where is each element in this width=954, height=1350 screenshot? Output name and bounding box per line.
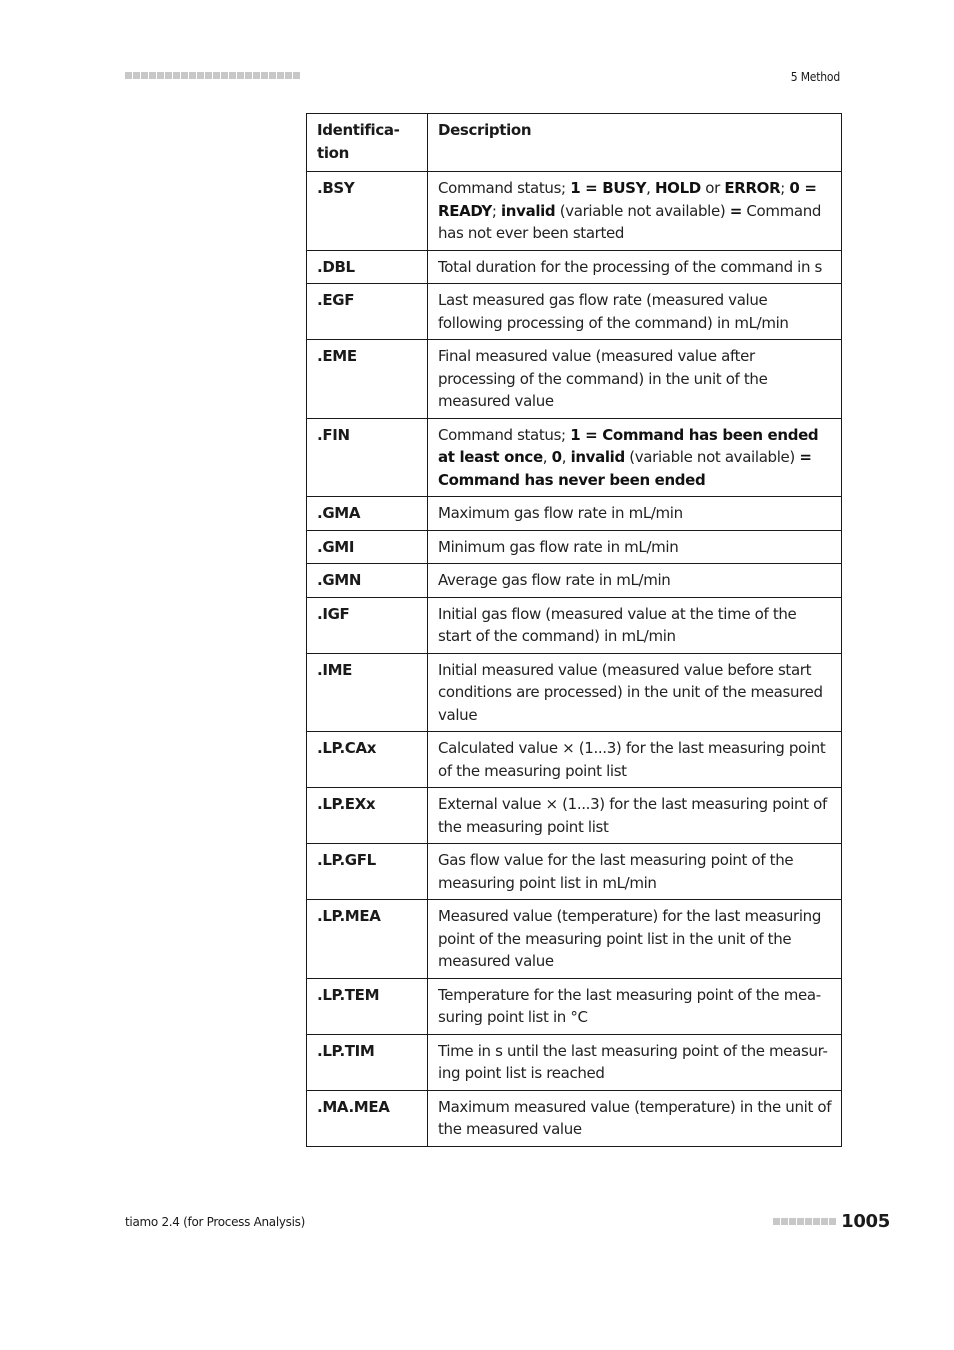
decoration-square	[157, 72, 164, 79]
description-text: ,	[646, 179, 655, 197]
description-text: Average gas flow rate in mL/min	[438, 571, 671, 589]
decoration-square	[173, 72, 180, 79]
variable-identifier: .LP.EXx	[307, 788, 428, 844]
variable-identifier: .LP.GFL	[307, 844, 428, 900]
variable-description	[428, 844, 842, 900]
table-row	[307, 564, 842, 598]
description-text: Command status;	[438, 179, 571, 197]
table-row	[307, 1034, 842, 1090]
footer-product: tiamo 2.4 (for Process Analysis)	[125, 1215, 305, 1229]
variable-identifier: .MA.MEA	[307, 1090, 428, 1146]
variable-description	[428, 172, 842, 251]
description-text: Initial gas flow (measured value at the time of the start of the command) in mL/min	[438, 604, 797, 645]
variable-description	[428, 418, 842, 497]
variable-description	[428, 788, 842, 844]
description-text: Maximum gas flow rate in mL/min	[438, 504, 683, 522]
description-text: Gas flow value for the last measuring point of the measuring point list in mL/min	[438, 851, 794, 892]
decoration-square	[197, 72, 204, 79]
decoration-square	[781, 1218, 788, 1225]
variable-description	[428, 1034, 842, 1090]
table-row	[307, 1090, 842, 1146]
decoration-square	[789, 1218, 796, 1225]
variable-description	[428, 284, 842, 340]
table-row	[307, 653, 842, 732]
variable-identifier: .IME	[307, 653, 428, 732]
column-header-description: Description	[428, 114, 842, 172]
bold-term: =	[729, 201, 742, 220]
variable-description	[428, 250, 842, 284]
description-text: Calculated value × (1...3) for the last measuring point of the measuring point list	[438, 739, 826, 780]
description-text: Command status;	[438, 425, 571, 444]
decoration-square	[797, 1218, 804, 1225]
variable-identifier: .GMI	[307, 530, 428, 564]
page-number: 1005	[841, 1211, 890, 1232]
decoration-square	[141, 72, 148, 79]
description-text: Temperature for the last measuring point of the mea-suring point list in °C	[438, 985, 821, 1026]
bold-term: = Command has never been ended	[438, 448, 812, 489]
variable-description	[428, 497, 842, 531]
description-text: Measured value (temperature) for the last measuring point of the measuring point list in the unit of the measured value	[438, 907, 822, 970]
variable-description	[428, 340, 842, 419]
variable-identifier: .GMA	[307, 497, 428, 531]
variable-description	[428, 530, 842, 564]
decoration-square	[181, 72, 188, 79]
decoration-square	[245, 72, 252, 79]
description-text: ;	[780, 179, 790, 197]
variable-identifier: .BSY	[307, 172, 428, 251]
table-row	[307, 732, 842, 788]
decoration-square	[165, 72, 172, 79]
variable-description	[428, 653, 842, 732]
table-header-row	[307, 114, 842, 172]
header-decoration	[125, 72, 307, 80]
variable-identifier: .FIN	[307, 418, 428, 497]
decoration-square	[149, 72, 156, 79]
decoration-square	[293, 72, 300, 79]
decoration-square	[125, 72, 132, 79]
description-text: Final measured value (measured value after processing of the command) in the unit of the measured value	[438, 347, 768, 410]
decoration-square	[821, 1218, 828, 1225]
footer-decoration	[773, 1218, 836, 1225]
description-text: ;	[491, 201, 502, 220]
table-row	[307, 530, 842, 564]
decoration-square	[829, 1218, 836, 1225]
table-row	[307, 418, 842, 497]
decoration-square	[269, 72, 276, 79]
table-row	[307, 497, 842, 531]
table-row	[307, 900, 842, 979]
table-row	[307, 597, 842, 653]
variable-description	[428, 900, 842, 979]
decoration-square	[213, 72, 220, 79]
decoration-square	[261, 72, 268, 79]
variable-description	[428, 1090, 842, 1146]
bold-term: invalid	[501, 201, 556, 220]
table-row	[307, 844, 842, 900]
description-text: Minimum gas flow rate in mL/min	[438, 537, 679, 556]
table-row	[307, 978, 842, 1034]
description-text: Initial measured value (measured value before start conditions are processed) in the unit of the measured value	[438, 660, 823, 724]
section-title: 5 Method	[790, 70, 840, 84]
table-row	[307, 340, 842, 419]
decoration-square	[205, 72, 212, 79]
description-text: Last measured gas flow rate (measured value following processing of the command) in mL/min	[438, 291, 789, 332]
decoration-square	[221, 72, 228, 79]
bold-term: ERROR	[724, 179, 781, 197]
variable-identifier: .LP.TIM	[307, 1034, 428, 1090]
decoration-square	[133, 72, 140, 79]
bold-term: 1 = Command has been ended at least once	[438, 425, 819, 466]
description-text: External value × (1...3) for the last measuring point of the measuring point list	[438, 795, 827, 836]
description-text: (variable not available)	[624, 448, 800, 466]
description-text: ,	[561, 448, 571, 466]
variable-identifier: .DBL	[307, 250, 428, 284]
bold-term: invalid	[570, 448, 625, 466]
description-text: Maximum measured value (temperature) in the unit of the measured value	[438, 1097, 832, 1138]
variable-description	[428, 564, 842, 598]
decoration-square	[805, 1218, 812, 1225]
variable-identifier: .EME	[307, 340, 428, 419]
description-text: ,	[542, 448, 552, 466]
bold-term: 1 = BUSY	[570, 179, 647, 197]
variable-identifier: .GMN	[307, 564, 428, 598]
decoration-square	[189, 72, 196, 79]
description-text: Command has not ever been started	[438, 201, 822, 242]
decoration-square	[285, 72, 292, 79]
bold-term: 0 = READY	[438, 179, 817, 220]
variables-table	[306, 113, 842, 1147]
decoration-square	[237, 72, 244, 79]
decoration-square	[813, 1218, 820, 1225]
decoration-square	[253, 72, 260, 79]
table-row	[307, 788, 842, 844]
variable-identifier: .LP.CAx	[307, 732, 428, 788]
decoration-square	[773, 1218, 780, 1225]
variable-identifier: .IGF	[307, 597, 428, 653]
description-text: Time in s until the last measuring point of the measur-ing point list is reached	[438, 1041, 828, 1082]
description-text: Total duration for the processing of the command in s	[438, 257, 823, 276]
table-row	[307, 284, 842, 340]
variable-identifier: .LP.TEM	[307, 978, 428, 1034]
variable-description	[428, 732, 842, 788]
variable-identifier: .LP.MEA	[307, 900, 428, 979]
bold-term: HOLD	[654, 179, 701, 197]
variable-description	[428, 978, 842, 1034]
table-row	[307, 250, 842, 284]
variable-identifier: .EGF	[307, 284, 428, 340]
variable-description	[428, 597, 842, 653]
table-row	[307, 172, 842, 251]
decoration-square	[229, 72, 236, 79]
column-header-identification: Identifica- tion	[307, 114, 428, 172]
description-text: or	[700, 179, 725, 197]
bold-term: 0	[551, 448, 562, 466]
decoration-square	[277, 72, 284, 79]
description-text: (variable not available)	[555, 201, 730, 220]
